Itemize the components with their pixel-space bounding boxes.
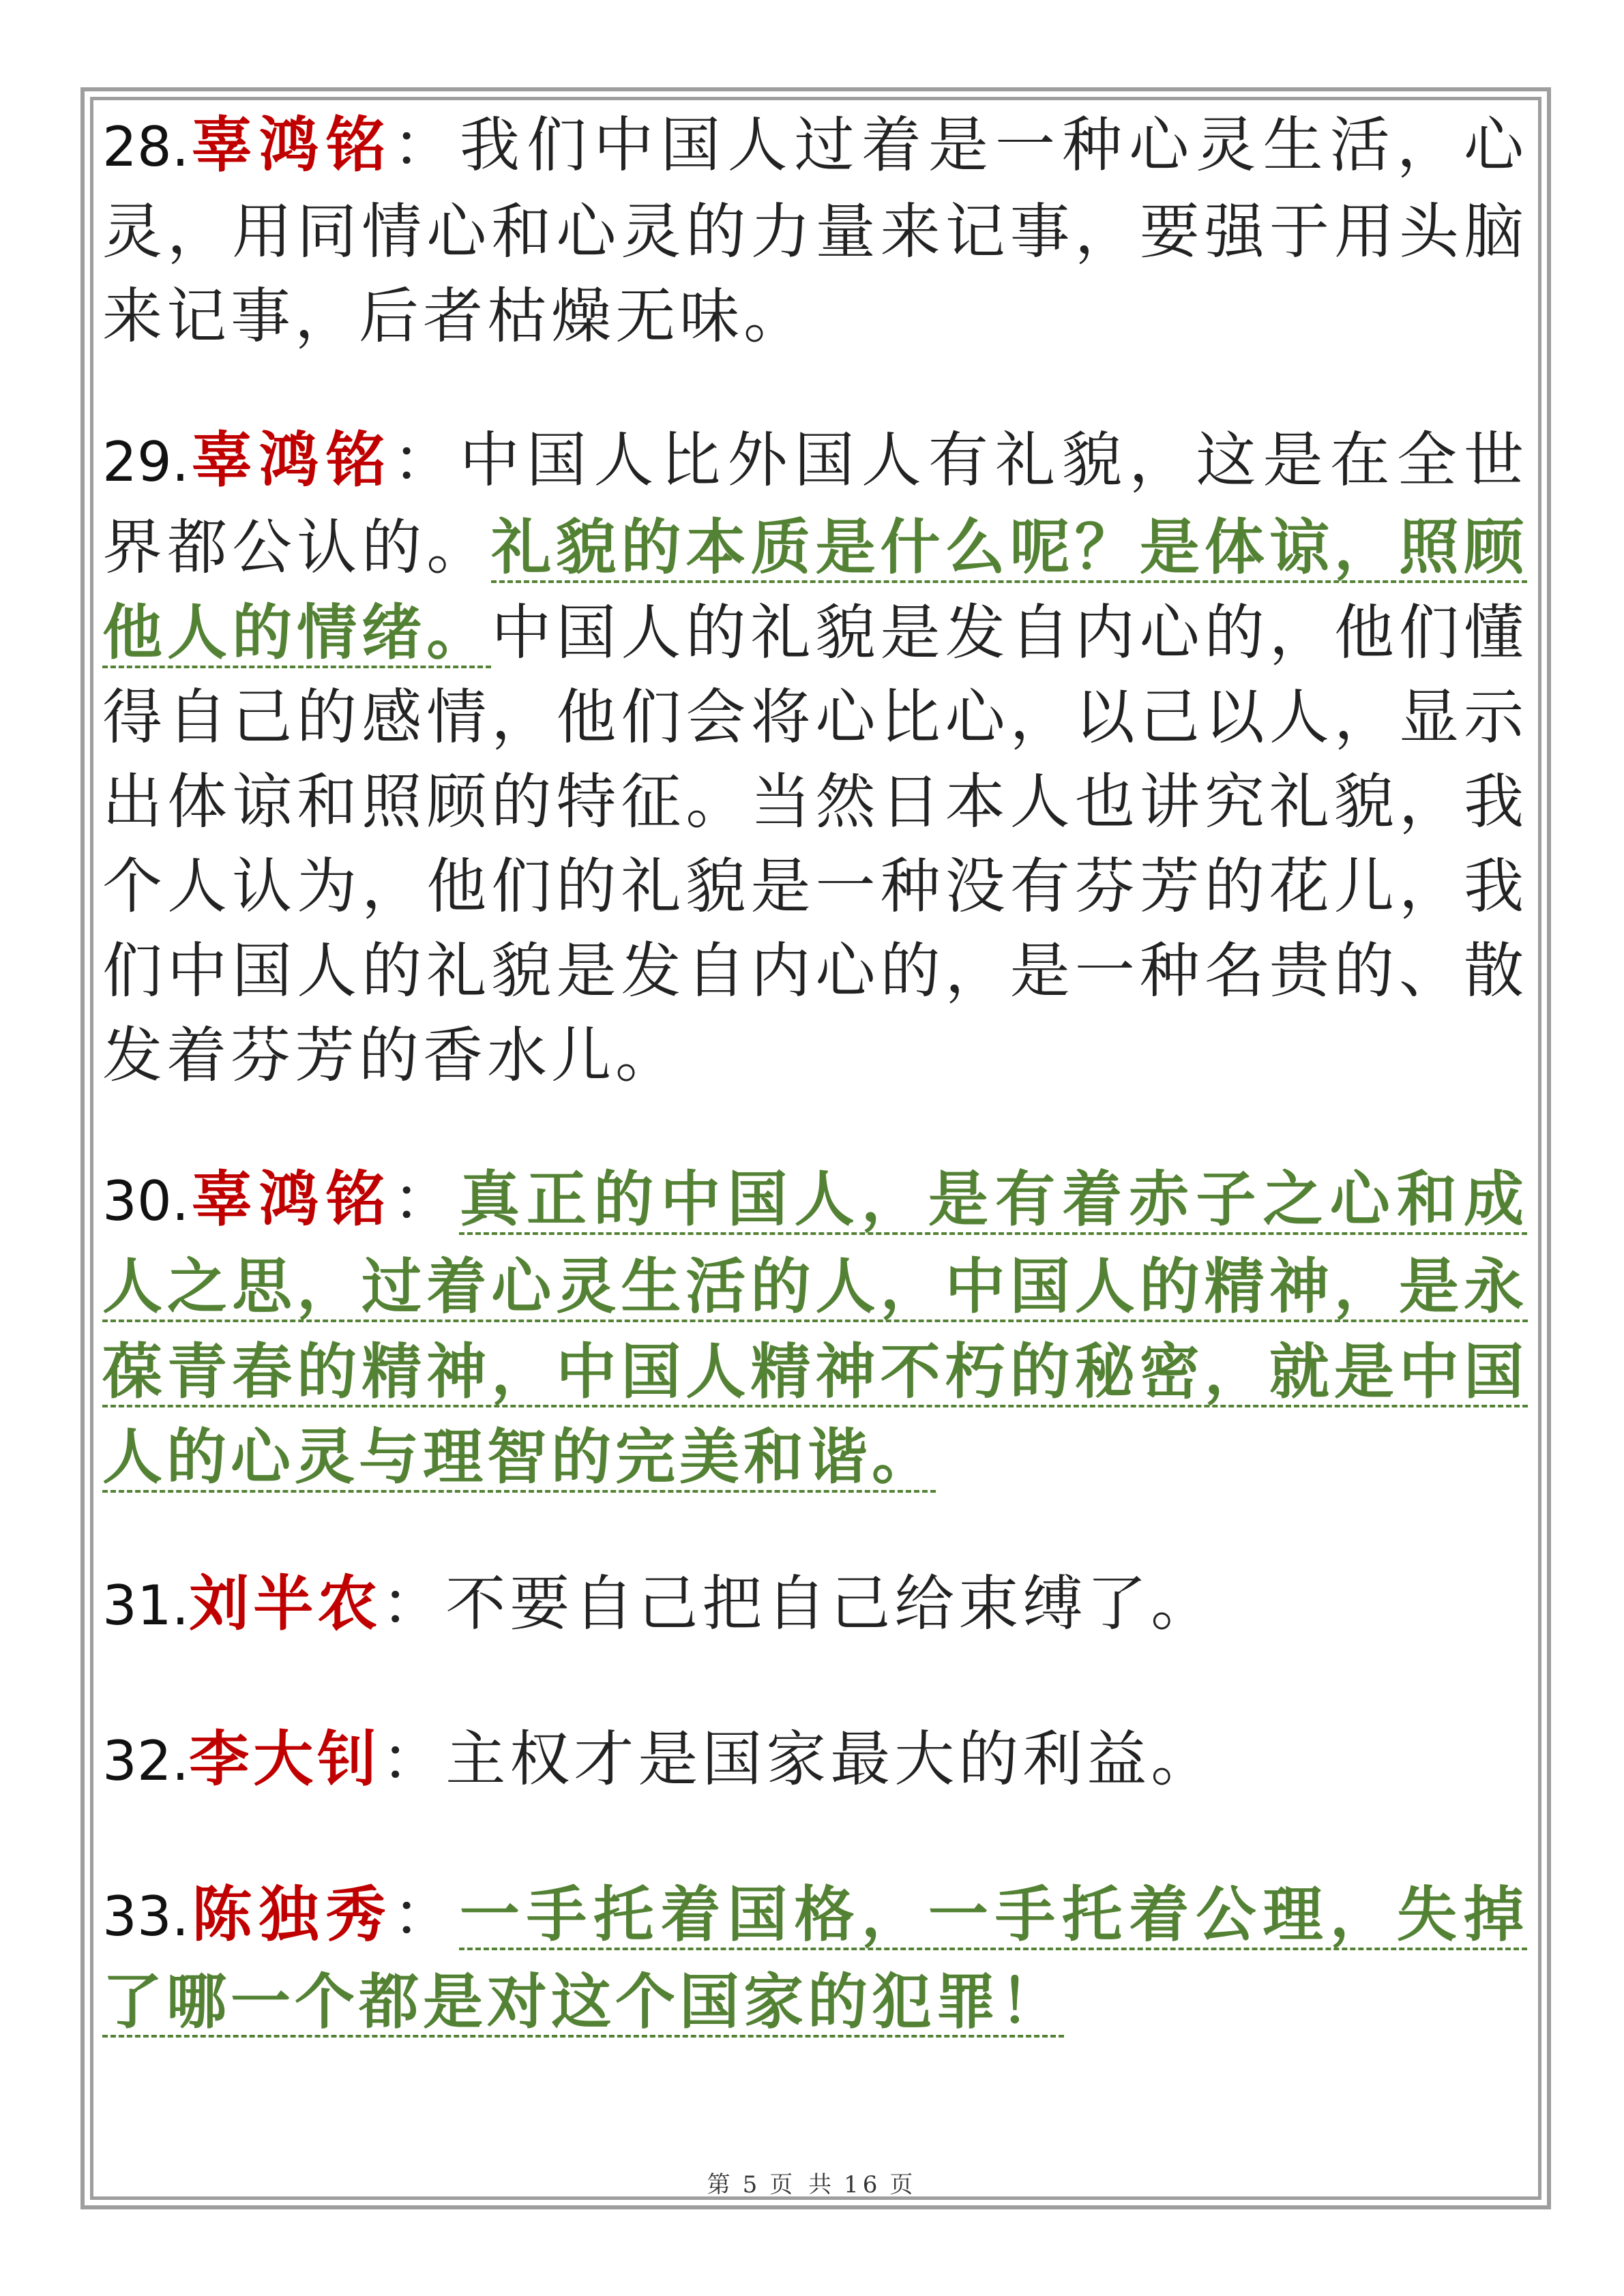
quote-number: 29. [102,430,190,494]
quote-28 [102,102,1528,359]
quote-text: 不要自己把自己给束缚了。 [445,1568,1215,1639]
quote-30 [102,1157,1528,1500]
footer-total-pages: 16 [844,2171,882,2198]
quote-author: 辜鸿铭 [189,109,393,180]
quote-highlight: 一手托着国格，一手托着公理，失掉了哪一个都是对这个国家的犯罪！ [102,1879,1528,2037]
quote-number: 31. [102,1574,190,1637]
page-footer [0,2166,1624,2199]
quote-list [102,102,1528,2080]
footer-middle: 页 共 [769,2171,836,2198]
quote-text: 主权才是国家最大的利益。 [445,1724,1215,1794]
quote-author: 李大钊 [189,1723,382,1794]
quote-author: 辜鸿铭 [189,1163,393,1234]
quote-author: 陈独秀 [189,1879,393,1950]
footer-prefix: 第 [707,2171,735,2198]
quote-separator: ： [392,425,460,495]
footer-page-number: 5 [742,2171,762,2198]
quote-number: 30. [102,1169,190,1233]
quote-author: 刘半农 [189,1568,382,1639]
quote-highlight: 礼貌的本质是什么呢？是体谅，照顾他人的情绪。 [102,511,1528,668]
quote-highlight: 真正的中国人，是有着赤子之心和成人之思，过着心灵生活的人，中国人的精神，是永葆青春的精神，中国人精神不朽的秘密，就是中国人的心灵与理智的完美和谐。 [102,1163,1528,1492]
quote-29 [102,417,1528,1098]
quote-text: 我们中国人过着是一种心灵生活，心灵，用同情心和心灵的力量来记事，要强于用头脑来记事，后者枯燥无味。 [102,110,1528,351]
quote-separator: ： [392,110,460,180]
quote-33 [102,1872,1528,2044]
quote-separator: ： [392,1879,460,1950]
quote-text-continued: 中国人的礼貌是发自内心的，他们懂得自己的感情，他们会将心比心，以己以人，显示出体谅和照顾的特征。当然日本人也讲究礼貌，我个人认为，他们的礼貌是一种没有芬芳的花儿，我们中国人的礼貌是发自内心的，是一种名贵的、散发着芬芳的香水儿。 [102,597,1528,1090]
quote-separator: ： [381,1568,446,1639]
quote-number: 33. [102,1885,190,1948]
quote-separator: ： [381,1724,446,1794]
quote-31 [102,1561,1528,1648]
quote-text: 中国人比外国人有礼貌，这是在全世界都公认的。 [102,425,1528,582]
quote-separator: ： [392,1164,460,1234]
footer-suffix: 页 [889,2171,917,2198]
quote-32 [102,1716,1528,1804]
quote-number: 32. [102,1729,190,1793]
quote-author: 辜鸿铭 [189,424,393,495]
quote-number: 28. [102,115,190,179]
